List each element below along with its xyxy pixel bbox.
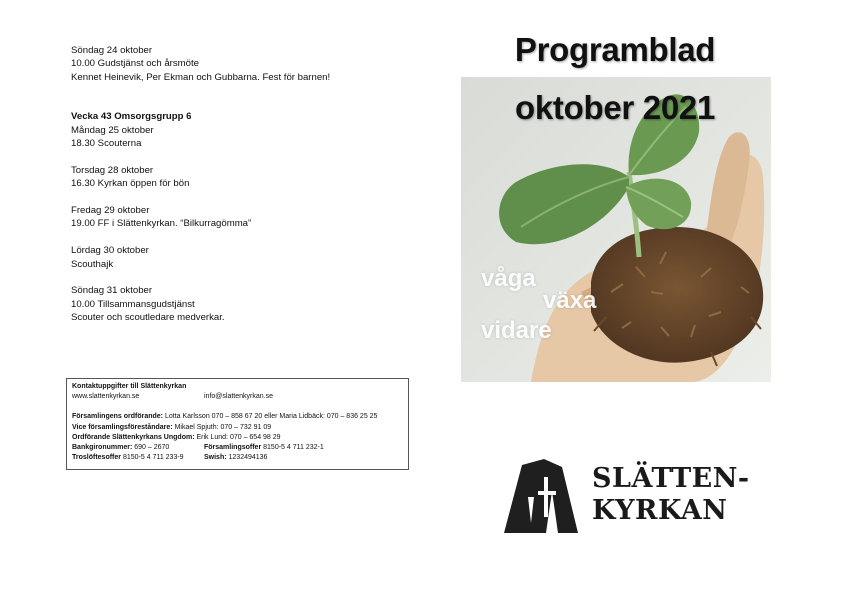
schedule-line: Scouthajk (71, 258, 114, 270)
church-logo-icon (500, 457, 582, 537)
vice-row (72, 423, 403, 433)
schedule-entry (71, 244, 411, 271)
schedule-line: 18.30 Scouterna (71, 138, 142, 150)
youth-value: Erik Lund: 070 – 654 98 29 (196, 433, 281, 441)
spacer (72, 402, 403, 412)
photo-word-vaxa: växa (543, 287, 597, 314)
contact-heading: Kontaktuppgifter till Slättenkyrkan (72, 383, 187, 390)
chair-value: Lotta Karlsson 070 – 858 67 20 eller Maria Lidbäck: 070 – 836 25 25 (164, 413, 378, 421)
swish-group (204, 453, 267, 463)
vice-label: Vice församlingsföreståndare: (72, 423, 173, 431)
week-heading: Vecka 43 Omsorgsgrupp 6 (71, 111, 192, 123)
slattenkyrkan-logo (500, 457, 760, 537)
offer-value: 8150-5 4 711 232-1 (263, 444, 324, 451)
photo-word-vaga: våga (481, 265, 536, 292)
chair-label: Församlingens ordförande: (72, 413, 164, 421)
bank-value: 690 – 2670 (134, 444, 170, 451)
photo-word-vidare: vidare (481, 317, 552, 344)
schedule-line: Fredag 29 oktober (71, 205, 150, 217)
schedule-line: 19.00 FF i Slättenkyrkan. “Bilkurragömma” (71, 218, 252, 230)
chair-row (72, 412, 403, 422)
schedule-line: 10.00 Gudstjänst och årsmöte (71, 58, 199, 70)
page-title: Programblad (514, 31, 716, 68)
offer-label: Församlingsoffer (204, 444, 262, 451)
schedule-entry (71, 44, 411, 84)
youth-label: Ordförande Slättenkyrkans Ungdom: (72, 433, 195, 441)
schedule-entry (71, 204, 411, 231)
schedule-line: 16.30 Kyrkan öppen för bön (71, 178, 190, 190)
schedule-line: Måndag 25 oktober (71, 124, 154, 136)
schedule-line: Lördag 30 oktober (71, 245, 149, 257)
schedule-line: Kennet Heinevik, Per Ekman och Gubbarna. Fest för barnen! (71, 71, 331, 83)
email-link[interactable]: info@slattenkyrkan.se (204, 393, 273, 401)
contact-web-row (72, 392, 403, 402)
mission-label: Troslöftesoffer (72, 454, 122, 462)
mission-value: 8150-5 4 711 233-9 (122, 454, 184, 462)
schedule-line: 10.00 Tillsammansgudstjänst (71, 298, 195, 310)
schedule-line: Söndag 24 oktober (71, 45, 153, 56)
schedule-entry (71, 110, 411, 150)
bank-label: Bankgironummer: (72, 444, 133, 451)
page-subtitle: oktober 2021 (515, 89, 715, 126)
schedule-line: Söndag 31 oktober (71, 285, 153, 297)
youth-row (72, 433, 403, 443)
contact-box (66, 378, 409, 470)
schedule (71, 44, 411, 338)
bank-row (72, 443, 403, 453)
logo-line1: SLÄTTEN- (592, 463, 750, 494)
swish-label: Swish: (204, 454, 227, 462)
schedule-line: Scouter och scoutledare medverkar. (71, 312, 225, 324)
schedule-entry (71, 164, 411, 191)
offer-group (204, 443, 324, 453)
mission-row (72, 453, 403, 463)
website-link[interactable]: www.slattenkyrkan.se (72, 393, 140, 401)
schedule-line: Torsdag 28 oktober (71, 164, 154, 176)
logo-line2: KYRKAN (592, 495, 728, 526)
vice-value: Mikael Spjuth: 070 – 732 91 09 (174, 423, 272, 431)
swish-value: 1232494136 (228, 454, 268, 462)
schedule-entry (71, 284, 411, 324)
